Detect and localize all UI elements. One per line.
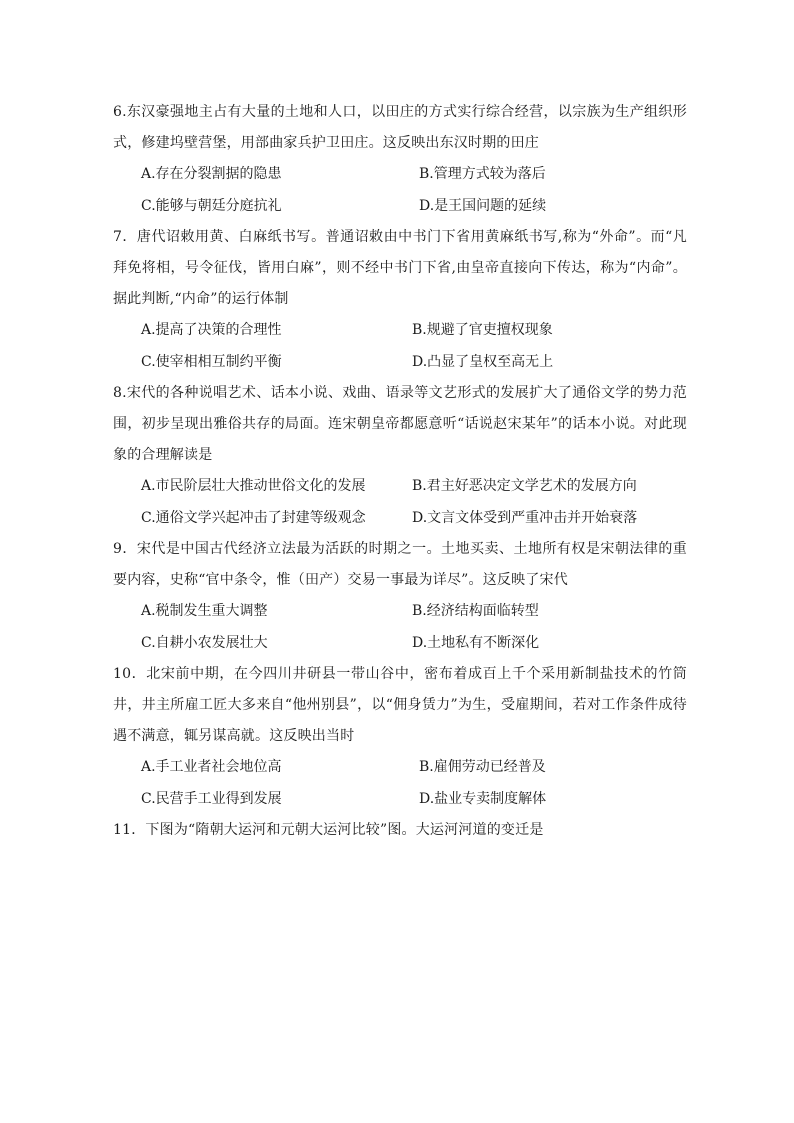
question-7-stem: 7．唐代诏敕用黄、白麻纸书写。普通诏敕由中书门下省用黄麻纸书写,称为“外命”。而“凡拜免将相，号令征伐，皆用白麻”，则不经中书门下省,由皇帝直接向下传达，称为“内命”。据此判断,“内命”的运行体制 — [113, 229, 687, 307]
question-7-option-d: D.凸显了皇权至高无上 — [412, 354, 554, 370]
question-7-option-a: A.提高了决策的合理性 — [141, 322, 282, 338]
question-10-option-c: C.民营手工业得到发展 — [141, 791, 282, 807]
question-9-option-d: D.土地私有不断深化 — [412, 635, 540, 651]
question-11-stem: 11．下图为“隋朝大运河和元朝大运河比较”图。大运河河道的变迁是 — [113, 822, 544, 838]
question-7-option-b: B.规避了官吏擅权现象 — [412, 322, 553, 338]
question-6-option-a: A.存在分裂割据的隐患 — [141, 166, 282, 182]
question-9-option-b: B.经济结构面临转型 — [412, 603, 539, 619]
question-8-option-a: A.市民阶层壮大推动世俗文化的发展 — [141, 478, 366, 494]
question-6-option-b: B.管理方式较为落后 — [419, 166, 546, 182]
question-8-stem: 8.宋代的各种说唱艺术、话本小说、戏曲、语录等文艺形式的发展扩大了通俗文学的势力范围，初步呈现出雅俗共存的局面。连宋朝皇帝都愿意听“话说赵宋某年”的话本小说。对此现象的合理解读是 — [113, 385, 687, 463]
question-9-stem: 9．宋代是中国古代经济立法最为活跃的时期之一。土地买卖、土地所有权是宋朝法律的重要内容，史称“官中条令，惟（田产）交易一事最为详尽”。这反映了宋代 — [113, 541, 687, 588]
question-8-option-c: C.通俗文学兴起冲击了封建等级观念 — [141, 510, 366, 526]
question-6-option-d: D.是王国问题的延续 — [419, 198, 547, 214]
question-10-option-a: A.手工业者社会地位高 — [141, 759, 282, 775]
question-7-option-c: C.使宰相相互制约平衡 — [141, 354, 282, 370]
question-10-option-b: B.雇佣劳动已经普及 — [419, 759, 546, 775]
question-9-option-c: C.自耕小农发展壮大 — [141, 635, 268, 651]
question-8-option-b: B.君主好恶决定文学艺术的发展方向 — [412, 478, 637, 494]
question-10-option-d: D.盐业专卖制度解体 — [419, 791, 547, 807]
question-8-option-d: D.文言文体受到严重冲击并开始衰落 — [412, 510, 638, 526]
question-6-option-c: C.能够与朝廷分庭抗礼 — [141, 198, 282, 214]
question-6-stem: 6.东汉豪强地主占有大量的土地和人口，以田庄的方式实行综合经营，以宗族为生产组织形式，修建坞壁营堡，用部曲家兵护卫田庄。这反映出东汉时期的田庄 — [113, 104, 687, 151]
question-9-option-a: A.税制发生重大调整 — [141, 603, 268, 619]
question-10-stem: 10．北宋前中期，在今四川井研县一带山谷中，密布着成百上千个采用新制盐技术的竹筒井，井主所雇工匠大多来自“他州别县”，以“佣身赁力”为生，受雇期间，若对工作条件成待遇不满意，辄另谋高就。这反映出当时 — [113, 666, 687, 744]
